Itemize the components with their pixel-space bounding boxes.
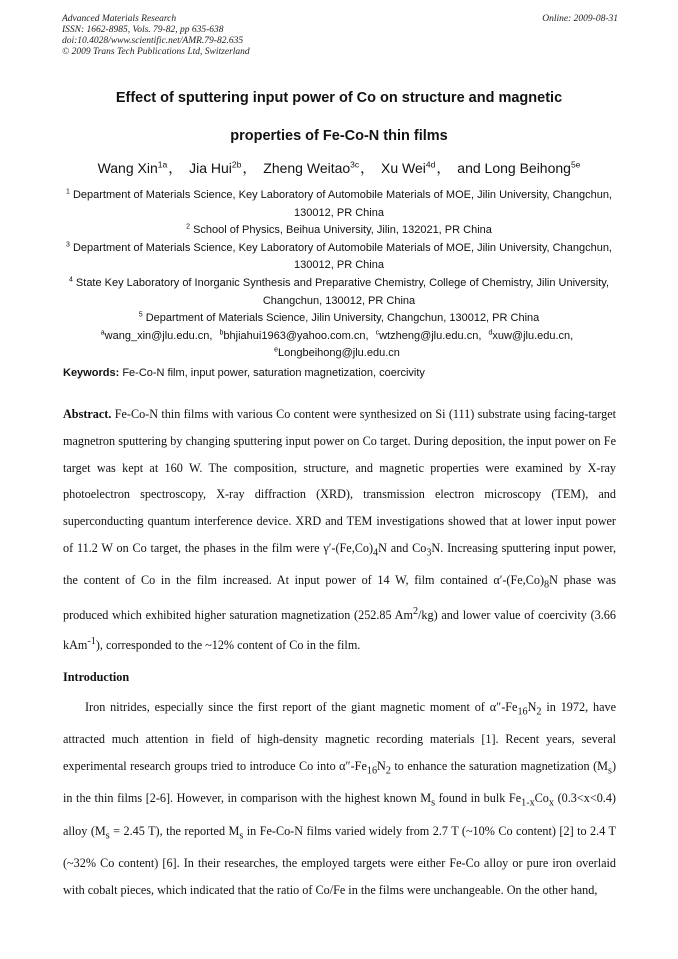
keywords-text: Fe-Co-N film, input power, saturation magnetization, coercivity [122, 367, 425, 379]
author: and Long Beihong$^{5e}$ [457, 159, 581, 176]
section-heading-introduction: Introduction [63, 670, 130, 684]
introduction-paragraph: Iron nitrides, especially since the first report of the giant magnetic moment of $\alpha''-Fe_{16}N_2$ in 1972, have attracted much attention in field of high-density magnetic recording materials [1]. Recent years, several experimental research groups tried to introduce Co into $\alpha''-Fe_{16}N_2$ to enhance the saturation magnetization $(M_s)$ in the thin films [2-6]. However, in comparison with the highest known $M_s$ found in bulk $Fe_{1-x}Co_x$ (0.3<x<0.4) alloy ($M_s = 2.45$ T), the reported $M_s$ in Fe-Co-N films varied widely from 2.7 T (~10% Co content) [2] to 2.4 T (~32% Co content) [6]. In their researches, the employed targets were either Fe-Co alloy or pure iron overlaid with cobalt pieces, which indicated that the ratio of Co/Fe in the films were unchangeable. On the other hand, [63, 700, 617, 897]
journal-issn: ISSN: 1662-8985, Vols. 79-82, pp 635-638 [62, 25, 224, 35]
keywords-label: Keywords: [63, 367, 120, 379]
abstract-label: Abstract. [63, 407, 112, 421]
online-date: Online: 2009-08-31 [542, 14, 618, 24]
journal-name: Advanced Materials Research [62, 14, 177, 24]
email[interactable]: $^c$wtzheng@jlu.edu.cn, [375, 329, 482, 342]
author: Xu Wei$^{4d}$， [381, 159, 451, 176]
keywords [63, 367, 623, 379]
affiliation: $^4$ State Key Laboratory of Inorganic Synthesis and Preparative Chemistry, College of Chemistry, Jilin University, Changchun, 130012, PR China [68, 276, 610, 307]
author: Zheng Weitao$^{3c}$， [263, 159, 375, 176]
author-list [30, 158, 648, 178]
email[interactable]: $^b$bhjiahui1963@yahoo.com.cn, [219, 329, 369, 342]
journal-header [62, 14, 618, 58]
affiliation: $^3$ Department of Materials Science, Key Laboratory of Automobile Materials of MOE, Jilin University, Changchun, 130012, PR China [65, 241, 612, 272]
author: Wang Xin$^{1a}$， [97, 159, 183, 176]
email[interactable]: $^d$xuw@jlu.edu.cn, [488, 329, 574, 342]
affiliation: $^5$ Department of Materials Science, Jilin University, Changchun, 130012, PR China [138, 311, 540, 325]
abstract: Abstract. Fe-Co-N thin films with various Co content were synthesized on Si (111) substrate using facing-target magnetron sputtering by changing sputtering input power on Co target. During deposition, the input power on Fe target was kept at 160 W. The composition, structure, and magnetic properties were examined by X-ray photoelectron spectroscopy, X-ray diffraction (XRD), transmission electron microscopy (TEM), and superconducting quantum interference device. XRD and TEM investigations showed that at lower input power of 11.2 W on Co target, the phases in the film were $\gamma'-(Fe,Co)_4N$ and $Co_3N$. Increasing sputtering input power, the content of Co in the film increased. At input power of 14 W, film contained $\alpha'-(Fe,Co)_8N$ phase was produced which exhibited higher saturation magnetization (252.85 Am$^2$/kg) and lower value of coercivity (3.66 kAm$^{-1}$), corresponded to the ~12% content of Co in the film. [63, 407, 617, 653]
journal-copyright: © 2009 Trans Tech Publications Ltd, Switzerland [62, 47, 250, 57]
paper-title-line-2: properties of Fe-Co-N thin films [230, 128, 448, 144]
email[interactable]: $^a$wang_xin@jlu.edu.cn, [100, 329, 213, 342]
email[interactable]: $^e$Longbeihong@jlu.edu.cn [274, 346, 400, 360]
author: Jia Hui$^{2b}$， [189, 159, 257, 176]
email-list [54, 328, 624, 363]
affiliation-list [54, 187, 624, 363]
affiliation: $^2$ School of Physics, Beihua University, Jilin, 132021, PR China [186, 223, 492, 237]
journal-doi: doi:10.4028/www.scientific.net/AMR.79-82.635 [62, 36, 244, 46]
affiliation: $^1$ Department of Materials Science, Key Laboratory of Automobile Materials of MOE, Jilin University, Changchun, 130012, PR China [65, 188, 612, 219]
paper-title-line-1: Effect of sputtering input power of Co on structure and magnetic [115, 90, 563, 106]
